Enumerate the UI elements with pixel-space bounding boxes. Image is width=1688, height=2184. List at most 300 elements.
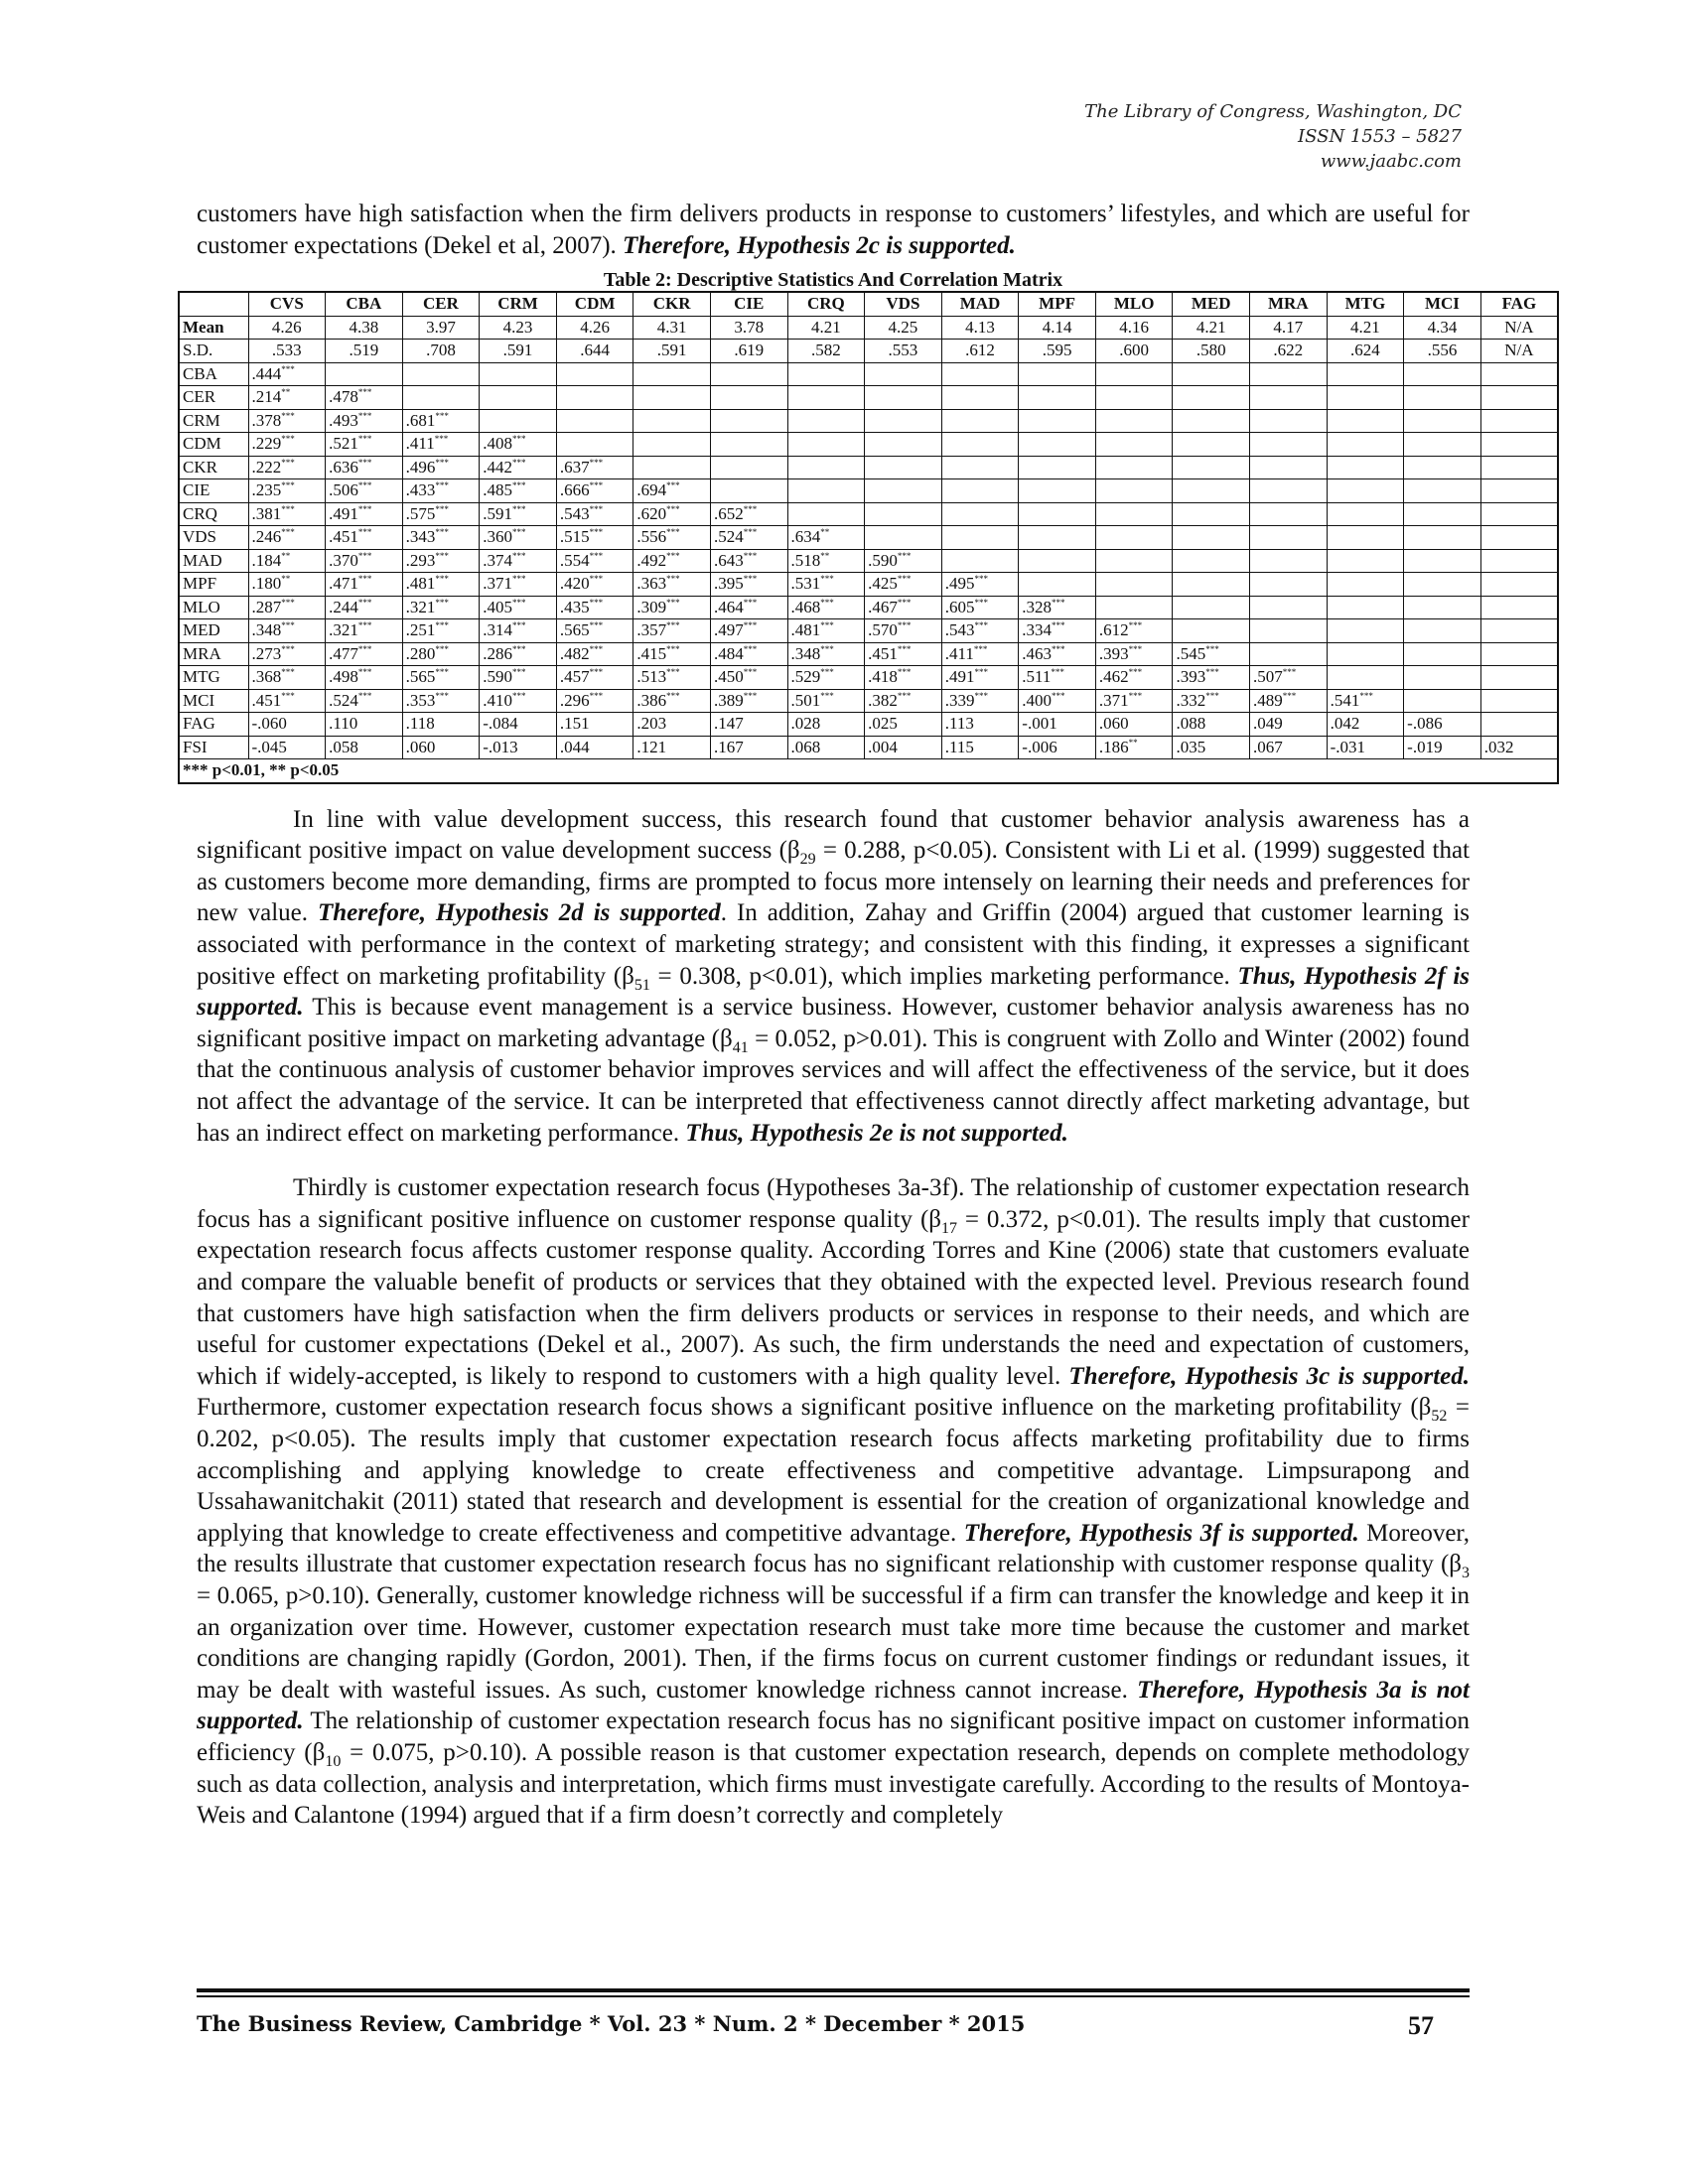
correlation-value: .492	[636, 550, 667, 570]
significance-mark: ***	[589, 457, 604, 468]
paragraph-text: = 0.065, p>0.10). Generally, customer knowledge richness will be successful if a firm can transfer the knowledge and keep it in an organization over time. However, customer expectation research must take more time because the customer and market conditions are changing rapidly (Gordon, 2001). Then, if the firms focus on current customer findings or redundant issues, it may be dealt with wasteful issues. As such, customer knowledge richness cannot increase.	[197, 1581, 1470, 1704]
correlation-value: .491	[944, 667, 975, 687]
significance-mark: ***	[743, 574, 758, 585]
correlation-cell	[1019, 502, 1096, 526]
correlation-value: .151	[559, 714, 590, 734]
correlation-cell	[633, 502, 711, 526]
correlation-cell	[248, 386, 326, 410]
correlation-value: .471	[329, 574, 358, 594]
correlation-value: .393	[1176, 667, 1206, 687]
correlation-cell	[1404, 573, 1481, 597]
stat-cell: .553	[865, 340, 942, 363]
correlation-cell	[710, 666, 787, 690]
correlation-cell	[402, 573, 480, 597]
correlation-cell	[1480, 456, 1558, 479]
correlation-cell	[1327, 642, 1404, 666]
correlation-cell	[1327, 619, 1404, 643]
significance-mark: ***	[974, 667, 988, 678]
significance-mark: ***	[589, 597, 604, 608]
correlation-cell	[1404, 362, 1481, 386]
correlation-cell	[787, 433, 865, 457]
correlation-cell	[1327, 456, 1404, 479]
correlation-cell	[941, 596, 1019, 619]
correlation-cell	[480, 736, 557, 759]
correlation-cell	[1327, 549, 1404, 573]
correlation-cell	[710, 713, 787, 737]
correlation-cell	[326, 549, 403, 573]
correlation-cell	[1095, 362, 1173, 386]
significance-mark: ***	[589, 690, 604, 701]
correlation-value: .025	[868, 714, 898, 734]
correlation-value: .478	[329, 387, 358, 407]
correlation-value: .032	[1483, 737, 1514, 756]
correlation-cell	[556, 642, 633, 666]
stat-cell: 4.31	[633, 316, 711, 340]
correlation-value: .408	[483, 434, 512, 454]
row-label: CRQ	[179, 502, 248, 526]
stat-cell: 4.23	[480, 316, 557, 340]
correlation-cell	[1173, 479, 1250, 503]
correlation-value: .495	[944, 574, 975, 594]
correlation-cell	[248, 736, 326, 759]
row-label: MPF	[179, 573, 248, 597]
significance-mark: ***	[281, 597, 295, 608]
significance-mark: ***	[435, 480, 449, 491]
correlation-cell	[326, 433, 403, 457]
significance-mark: ***	[511, 690, 526, 701]
correlation-value: .286	[483, 643, 512, 663]
significance-mark: ***	[511, 574, 526, 585]
correlation-value: .496	[405, 457, 436, 477]
correlation-cell	[556, 409, 633, 433]
correlation-cell	[941, 502, 1019, 526]
significance-mark: ***	[357, 597, 372, 608]
significance-mark: ***	[281, 434, 295, 445]
significance-mark: ***	[1282, 667, 1297, 678]
correlation-value: .666	[559, 480, 590, 500]
journal-header	[1084, 99, 1462, 174]
significance-mark: ***	[357, 550, 372, 561]
stat-cell: .622	[1250, 340, 1328, 363]
paragraph-text: This is because event management is a service business. However, customer behavior analysis awareness has no significant positive impact on marketing advantage (β	[197, 994, 1470, 1052]
correlation-cell	[1173, 362, 1250, 386]
correlation-cell	[1480, 409, 1558, 433]
correlation-cell	[402, 479, 480, 503]
correlation-cell	[710, 386, 787, 410]
correlation-cell	[248, 362, 326, 386]
significance-mark: **	[1128, 737, 1138, 748]
correlation-cell	[556, 386, 633, 410]
row-label: MAD	[179, 549, 248, 573]
correlation-value: .411	[405, 434, 435, 454]
correlation-cell	[787, 736, 865, 759]
correlation-value: .575	[405, 503, 436, 523]
correlation-cell	[1480, 386, 1558, 410]
table-row	[179, 502, 1558, 526]
significance-mark: ***	[743, 527, 758, 538]
stat-cell: .619	[710, 340, 787, 363]
correlation-cell	[941, 409, 1019, 433]
correlation-value: .468	[790, 597, 821, 616]
note-row	[179, 759, 1558, 783]
significance-mark: ***	[281, 643, 295, 654]
correlation-cell	[710, 433, 787, 457]
stat-cell: 4.25	[865, 316, 942, 340]
correlation-cell	[326, 596, 403, 619]
correlation-cell	[865, 526, 942, 550]
paragraph-text: = 0.075, p>0.10). A possible reason is that customer expectation research, depends on complete methodology such as data collection, analysis and interpretation, which firms must investigate carefully. According to the results of Montoya-Weis and Calantone (1994) argued that if a firm doesn’t correctly and completely	[197, 1738, 1471, 1830]
correlation-value: .203	[636, 714, 667, 734]
correlation-cell	[1404, 409, 1481, 433]
correlation-cell	[633, 456, 711, 479]
correlation-value: .435	[559, 597, 590, 616]
correlation-value: .244	[329, 597, 358, 616]
row-label: FAG	[179, 713, 248, 737]
correlation-cell	[710, 596, 787, 619]
table-row	[179, 689, 1558, 713]
correlation-cell	[248, 642, 326, 666]
correlation-cell	[1173, 689, 1250, 713]
significance-mark: ***	[666, 527, 680, 538]
significance-mark: ***	[511, 550, 526, 561]
hypothesis-result: Thus, Hypothesis 2f is supported.	[197, 962, 1471, 1022]
correlation-value: .360	[483, 527, 512, 547]
correlation-cell	[1095, 433, 1173, 457]
correlation-cell	[1173, 666, 1250, 690]
correlation-cell	[402, 386, 480, 410]
correlation-cell	[787, 549, 865, 573]
correlation-value: .049	[1253, 714, 1283, 734]
correlation-cell	[1173, 713, 1250, 737]
correlation-cell	[556, 689, 633, 713]
correlation-cell	[1095, 502, 1173, 526]
correlation-value: .382	[868, 690, 898, 710]
correlation-cell	[633, 666, 711, 690]
beta-subscript: 29	[799, 851, 816, 869]
correlation-cell	[1019, 409, 1096, 433]
correlation-cell	[787, 689, 865, 713]
correlation-cell	[326, 619, 403, 643]
correlation-cell	[633, 689, 711, 713]
significance-mark: ***	[1052, 643, 1065, 654]
correlation-cell	[787, 456, 865, 479]
beta-subscript: 52	[1431, 1408, 1448, 1426]
correlation-cell	[556, 433, 633, 457]
column-header: CKR	[633, 292, 711, 316]
table-corner-cell	[179, 292, 248, 316]
correlation-cell	[787, 596, 865, 619]
correlation-cell	[1019, 666, 1096, 690]
correlation-value: .309	[636, 597, 667, 616]
correlation-value: .457	[559, 667, 590, 687]
correlation-cell	[1019, 619, 1096, 643]
significance-mark: ***	[666, 667, 680, 678]
correlation-value: .652	[713, 503, 744, 523]
correlation-value: .612	[1098, 620, 1129, 640]
correlation-cell	[1404, 526, 1481, 550]
stat-cell: 4.16	[1095, 316, 1173, 340]
correlation-cell	[1480, 479, 1558, 503]
footer-rule-thin	[197, 1995, 1470, 1997]
correlation-value: .451	[251, 690, 282, 710]
intro-paragraph	[197, 199, 1470, 261]
significance-mark: **	[281, 550, 291, 561]
correlation-value: -.060	[251, 714, 287, 734]
correlation-cell	[787, 666, 865, 690]
correlation-cell	[865, 479, 942, 503]
correlation-cell	[1480, 573, 1558, 597]
correlation-cell	[1480, 433, 1558, 457]
table-header-row	[179, 292, 1558, 316]
correlation-value: .374	[483, 550, 512, 570]
correlation-cell	[480, 502, 557, 526]
significance-mark: ***	[1205, 643, 1219, 654]
correlation-value: .507	[1253, 667, 1283, 687]
correlation-cell	[248, 456, 326, 479]
correlation-cell	[865, 502, 942, 526]
correlation-cell	[1327, 479, 1404, 503]
stat-cell: .624	[1327, 340, 1404, 363]
correlation-cell	[402, 736, 480, 759]
correlation-cell	[633, 549, 711, 573]
correlation-value: .634	[790, 527, 821, 547]
correlation-cell	[1095, 642, 1173, 666]
correlation-cell	[1404, 479, 1481, 503]
stat-cell: 4.26	[556, 316, 633, 340]
correlation-cell	[402, 596, 480, 619]
significance-mark: ***	[974, 620, 988, 631]
correlation-value: .524	[713, 527, 744, 547]
significance-mark: ***	[897, 620, 912, 631]
correlation-table	[178, 291, 1559, 784]
correlation-value: .067	[1253, 737, 1283, 756]
correlation-value: .060	[1098, 714, 1129, 734]
correlation-cell	[787, 526, 865, 550]
correlation-cell	[787, 386, 865, 410]
correlation-value: .314	[483, 620, 512, 640]
correlation-value: .287	[251, 597, 282, 616]
correlation-cell	[1480, 642, 1558, 666]
correlation-cell	[1404, 619, 1481, 643]
correlation-cell	[941, 433, 1019, 457]
correlation-value: .004	[868, 737, 898, 756]
correlation-cell	[1404, 666, 1481, 690]
significance-mark: ***	[357, 574, 372, 585]
significance-mark: ***	[357, 387, 372, 398]
column-header: MTG	[1327, 292, 1404, 316]
correlation-cell	[248, 713, 326, 737]
row-label: CKR	[179, 456, 248, 479]
correlation-cell	[787, 619, 865, 643]
significance-mark: ***	[666, 503, 680, 514]
correlation-value: .167	[713, 737, 744, 756]
paragraph-text: . In addition, Zahay and Griffin (2004) argued that customer learning is associated with performance in the context of marketing strategy; and consistent with this finding, it expresses a significant positive effect on marketing profitability (β	[197, 899, 1470, 990]
correlation-cell	[1327, 526, 1404, 550]
stat-cell: N/A	[1480, 340, 1558, 363]
stat-cell: .595	[1019, 340, 1096, 363]
significance-mark: ***	[435, 457, 449, 468]
correlation-value: .363	[636, 574, 667, 594]
paragraph-text: Thirdly is customer expectation research focus (Hypotheses 3a-3f). The relationship of customer expectation research focus has a significant positive influence on customer response quality (β	[197, 1174, 1470, 1233]
correlation-cell	[1173, 456, 1250, 479]
significance-mark: ***	[666, 643, 680, 654]
significance-mark: ***	[666, 480, 680, 491]
correlation-value: -.084	[483, 714, 518, 734]
header-line-3: www.jaabc.com	[1320, 151, 1462, 172]
correlation-cell	[402, 642, 480, 666]
significance-mark: ***	[974, 597, 988, 608]
correlation-value: .420	[559, 574, 590, 594]
correlation-cell	[326, 573, 403, 597]
correlation-cell	[1327, 362, 1404, 386]
correlation-cell	[941, 736, 1019, 759]
correlation-value: .556	[636, 527, 667, 547]
correlation-value: .489	[1253, 690, 1283, 710]
correlation-value: .378	[251, 410, 282, 430]
correlation-cell	[326, 666, 403, 690]
correlation-cell	[326, 479, 403, 503]
significance-mark: ***	[1128, 620, 1143, 631]
significance-mark: ***	[435, 597, 449, 608]
correlation-cell	[1327, 433, 1404, 457]
correlation-value: .591	[483, 503, 512, 523]
correlation-cell	[556, 502, 633, 526]
stat-cell: .612	[941, 340, 1019, 363]
correlation-cell	[402, 619, 480, 643]
correlation-cell	[480, 362, 557, 386]
correlation-cell	[480, 619, 557, 643]
column-header: CER	[402, 292, 480, 316]
correlation-value: .348	[251, 620, 282, 640]
correlation-value: .368	[251, 667, 282, 687]
stat-cell: 3.97	[402, 316, 480, 340]
row-label: Mean	[179, 316, 248, 340]
correlation-value: .590	[868, 550, 898, 570]
correlation-value: .681	[405, 410, 436, 430]
correlation-cell	[480, 456, 557, 479]
correlation-value: .321	[405, 597, 436, 616]
correlation-value: .058	[329, 737, 358, 756]
sd-row	[179, 340, 1558, 363]
table-row	[179, 526, 1558, 550]
correlation-value: .501	[790, 690, 821, 710]
beta-subscript: 51	[633, 976, 650, 994]
correlation-cell	[865, 689, 942, 713]
correlation-cell	[480, 573, 557, 597]
correlation-cell	[710, 573, 787, 597]
correlation-value: .444	[251, 363, 282, 383]
table-body	[179, 316, 1558, 783]
hypothesis-result: Therefore, Hypothesis 3c is supported.	[1068, 1362, 1470, 1390]
correlation-cell	[1250, 526, 1328, 550]
beta-subscript: 17	[941, 1219, 957, 1237]
stat-cell: 4.17	[1250, 316, 1328, 340]
correlation-cell	[1173, 526, 1250, 550]
correlation-cell	[1480, 526, 1558, 550]
correlation-value: .636	[329, 457, 358, 477]
correlation-cell	[556, 596, 633, 619]
correlation-cell	[248, 433, 326, 457]
table-row	[179, 549, 1558, 573]
correlation-value: .529	[790, 667, 821, 687]
correlation-cell	[1404, 456, 1481, 479]
correlation-value: .113	[944, 714, 974, 734]
significance-mark: ***	[743, 550, 758, 561]
stat-cell: .533	[248, 340, 326, 363]
correlation-cell	[633, 479, 711, 503]
correlation-cell	[865, 736, 942, 759]
correlation-value: .481	[790, 620, 821, 640]
correlation-cell	[1250, 666, 1328, 690]
correlation-cell	[941, 619, 1019, 643]
correlation-value: .565	[405, 667, 436, 687]
correlation-cell	[248, 409, 326, 433]
correlation-value: .386	[636, 690, 667, 710]
column-header: MPF	[1019, 292, 1096, 316]
column-header: MRA	[1250, 292, 1328, 316]
correlation-cell	[1327, 713, 1404, 737]
correlation-cell	[1327, 573, 1404, 597]
correlation-value: .521	[329, 434, 358, 454]
significance-mark: ***	[820, 574, 834, 585]
column-header: CBA	[326, 292, 403, 316]
correlation-value: .518	[790, 550, 821, 570]
correlation-cell	[326, 736, 403, 759]
correlation-cell	[1327, 736, 1404, 759]
significance-mark: ***	[743, 643, 758, 654]
correlation-cell	[865, 619, 942, 643]
significance-mark: ***	[281, 503, 295, 514]
correlation-value: .541	[1330, 690, 1360, 710]
row-label: VDS	[179, 526, 248, 550]
stat-cell: .600	[1095, 340, 1173, 363]
correlation-cell	[1173, 573, 1250, 597]
significance-mark: ***	[820, 597, 834, 608]
correlation-value: .334	[1022, 620, 1053, 640]
beta-subscript: 3	[1462, 1565, 1470, 1582]
correlation-cell	[1173, 433, 1250, 457]
correlation-cell	[1250, 479, 1328, 503]
stat-cell: 4.34	[1404, 316, 1481, 340]
significance-mark: ***	[743, 503, 758, 514]
correlation-value: .035	[1176, 737, 1206, 756]
significance-mark: ***	[511, 480, 526, 491]
correlation-cell	[1019, 573, 1096, 597]
column-header: CDM	[556, 292, 633, 316]
correlation-value: .389	[713, 690, 744, 710]
significance-mark: ***	[589, 527, 604, 538]
stat-cell: 3.78	[710, 316, 787, 340]
correlation-cell	[633, 386, 711, 410]
paragraph-value-development	[197, 804, 1470, 1150]
significance-mark: ***	[435, 574, 449, 585]
correlation-cell	[1095, 409, 1173, 433]
correlation-value: .028	[790, 714, 821, 734]
correlation-cell	[865, 666, 942, 690]
column-header: MCI	[1404, 292, 1481, 316]
column-header: FAG	[1480, 292, 1558, 316]
column-header: MED	[1173, 292, 1250, 316]
correlation-value: .273	[251, 643, 282, 663]
significance-mark: ***	[357, 527, 372, 538]
significance-mark: ***	[511, 620, 526, 631]
correlation-value: .229	[251, 434, 282, 454]
significance-mark: ***	[511, 434, 526, 445]
correlation-cell	[556, 736, 633, 759]
row-label: CBA	[179, 362, 248, 386]
correlation-cell	[633, 619, 711, 643]
correlation-cell	[865, 409, 942, 433]
